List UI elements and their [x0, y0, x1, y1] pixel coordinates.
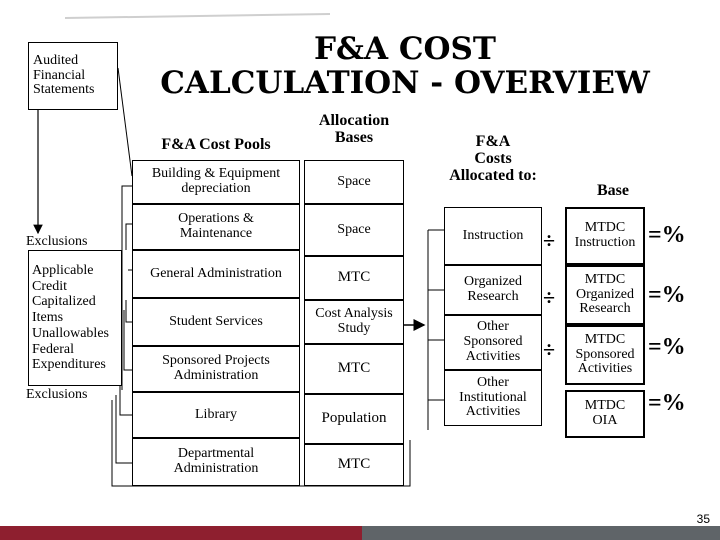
- allocated-instruction: Instruction: [444, 207, 542, 265]
- base-mtdc-organized-research: MTDC Organized Research: [565, 265, 645, 325]
- allocation-base-mtc-1: MTC: [304, 256, 404, 300]
- page-number: 35: [696, 512, 710, 526]
- allocated-organized-research: Organized Research: [444, 265, 542, 315]
- fa-costs-header: F&A Costs Allocated to:: [449, 133, 537, 184]
- equals-percent-3: =%: [648, 334, 686, 360]
- divide-symbol-2: ÷: [543, 285, 556, 310]
- equals-percent-2: =%: [648, 282, 686, 308]
- cost-pool-departmental-administration: Departmental Administration: [132, 438, 300, 486]
- allocated-other-sponsored-activities: Other Sponsored Activities: [444, 315, 542, 370]
- allocation-base-space-1: Space: [304, 160, 404, 204]
- allocation-bases-header: Allocation Bases: [318, 112, 390, 146]
- allocation-base-space-2: Space: [304, 204, 404, 256]
- allocation-base-cost-analysis: Cost Analysis Study: [304, 300, 404, 344]
- footer-gray-bar: [362, 526, 720, 540]
- allocation-base-mtc-3: MTC: [304, 444, 404, 486]
- allocation-base-population: Population: [304, 394, 404, 444]
- allocation-base-mtc-2: MTC: [304, 344, 404, 394]
- equals-percent-1: =%: [648, 222, 686, 248]
- audited-financial-statements-box: Audited Financial Statements: [28, 42, 118, 110]
- cost-pool-student-services: Student Services: [132, 298, 300, 346]
- cost-pool-library: Library: [132, 392, 300, 438]
- cost-pools-header: F&A Cost Pools: [161, 136, 271, 153]
- exclusions-bottom-label: Exclusions: [26, 387, 88, 402]
- equals-percent-4: =%: [648, 390, 686, 416]
- cost-pool-general-administration: General Administration: [132, 250, 300, 298]
- exclusions-top-label: Exclusions: [26, 234, 88, 249]
- allocation-bracket: [428, 230, 444, 430]
- base-mtdc-instruction: MTDC Instruction: [565, 207, 645, 265]
- divide-symbol-1: ÷: [543, 228, 556, 253]
- page-title: F&A COST CALCULATION - OVERVIEW: [160, 31, 650, 102]
- footer-red-bar: [0, 526, 362, 540]
- divide-symbol-3: ÷: [543, 337, 556, 362]
- audit-to-pools-line: [118, 68, 132, 176]
- exclusion-items-box: Applicable Credit Capitalized Items Unallowables Federal Expenditures: [28, 250, 122, 386]
- base-mtdc-sponsored-activities: MTDC Sponsored Activities: [565, 325, 645, 385]
- allocated-other-institutional-activities: Other Institutional Activities: [444, 370, 542, 426]
- cost-pool-operations-maintenance: Operations & Maintenance: [132, 204, 300, 250]
- cost-pool-building-equipment: Building & Equipment depreciation: [132, 160, 300, 204]
- base-header: Base: [597, 182, 629, 199]
- base-mtdc-oia: MTDC OIA: [565, 390, 645, 438]
- cost-pool-sponsored-projects-administration: Sponsored Projects Administration: [132, 346, 300, 392]
